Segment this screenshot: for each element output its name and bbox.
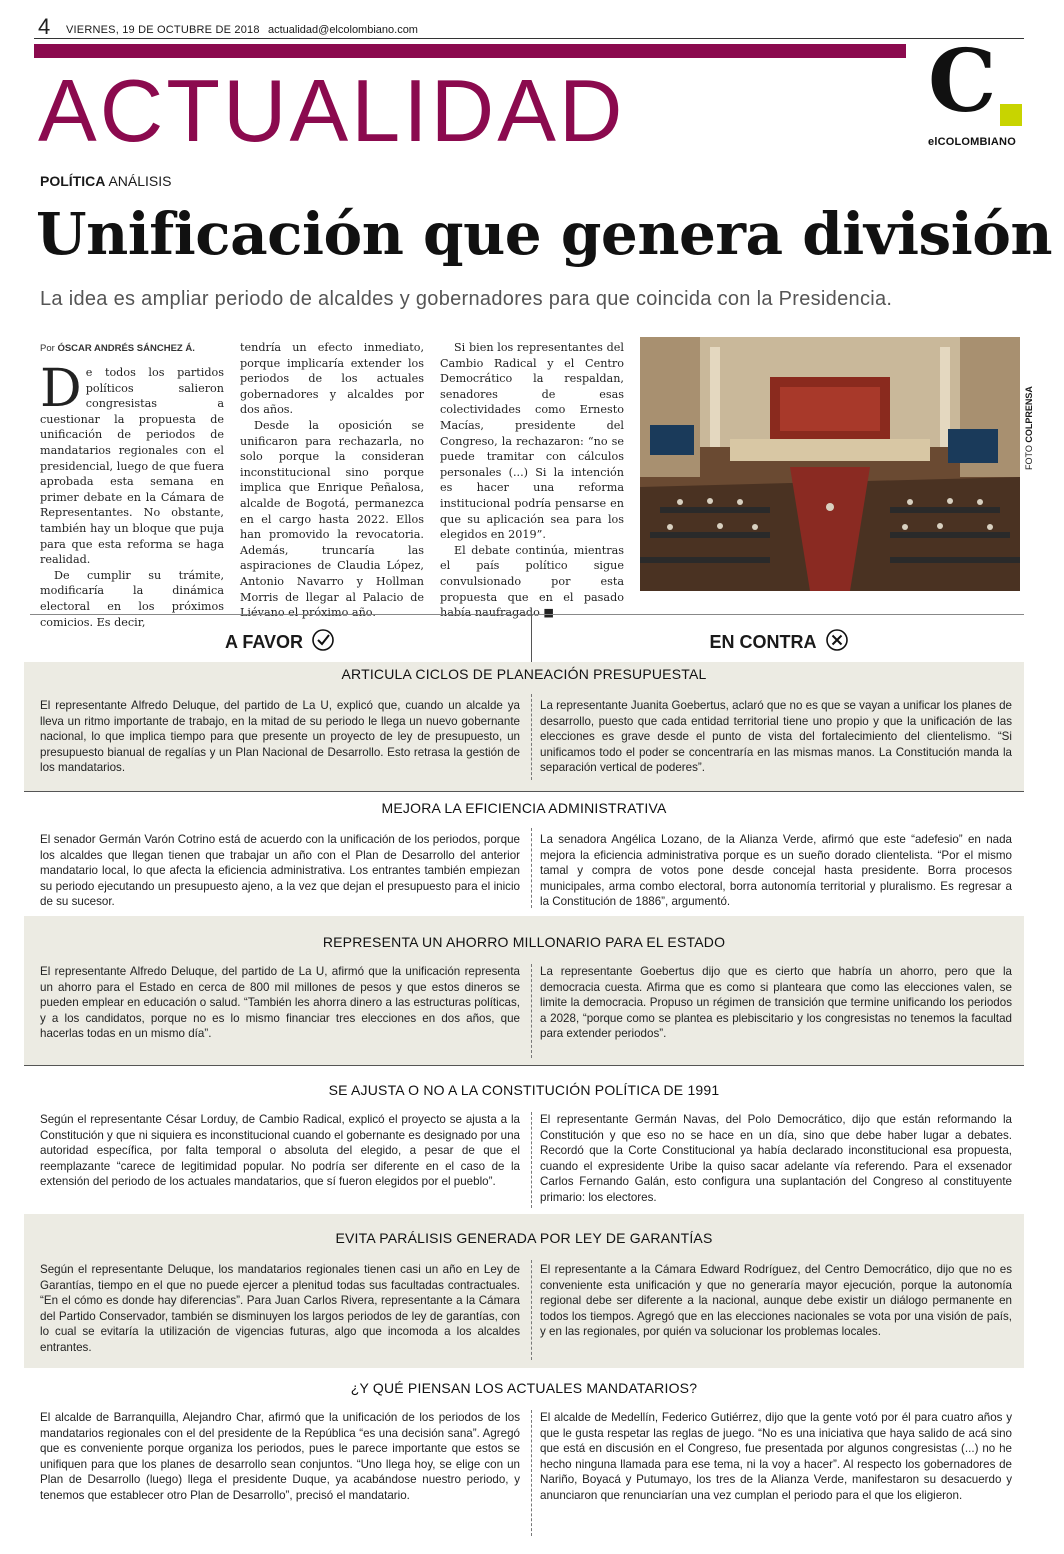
favor-argument: El senador Germán Varón Cotrino está de acuerdo con la unificación de los periodos, porque los alcaldes que llegan tienen que trabajar un año con el Plan de Desarrollo del anterior mandatario local, lo que afecta la eficiencia administrativa. Los entrantes también empiezan su periodo ejecutando un presupuesto ajeno, a la vez que dejan el presupuesto para el inicio de su sucesor.: [40, 833, 520, 909]
article-column-2: [240, 340, 424, 621]
photo-credit: [1024, 386, 1034, 470]
header-email[interactable]: actualidad@elcolombiano.com: [268, 24, 418, 36]
logo-dot: [1000, 104, 1022, 126]
x-circle-icon: [825, 628, 849, 657]
byline-prefix: Por: [40, 343, 55, 354]
column-paragraph: Si bien los representantes del Cambio Radical y el Centro Democrático la respaldan, senadores de esas colectividades como Ernesto Macías, presidente del Congreso, la rechazaron: “no se puede tramitar con cálculos personales (...) Si la intención es hacer una reforma institucional podría pensarse en que su aplicación sea para los elegidos en 2019”.: [440, 341, 624, 542]
byline-author: ÓSCAR ANDRÉS SÁNCHEZ Á.: [57, 343, 195, 354]
kicker-category: POLÍTICA: [40, 173, 106, 189]
favor-header: [30, 622, 530, 662]
debate-column-separator: [531, 1410, 532, 1536]
favor-label: A FAVOR: [224, 631, 303, 652]
debate-section: [24, 916, 1024, 1066]
kicker-type: ANÁLISIS: [108, 173, 172, 189]
contra-argument: La representante Goebertus dijo que es cierto que habría un ahorro, pero que la democracia cuesta. Afirma que es como si planteara que como las elecciones valen, se limite la democracia. Propuso un régimen de transición que termine unificando los periodos a 2028, “porque como se plantea es plebiscitario y los congresistas no tenemos la facultad para extender periodos”.: [540, 965, 1012, 1041]
contra-argument: El representante a la Cámara Edward Rodríguez, del Centro Democrático, dijo que no es conveniente esta unificación y que no generaría mayor ejecución, porque la autonomía regional debe ser diferente a la nacional, aunque debe existir un diálogo permanente en todos los tiempos. Agregó que en las elecciones nacionales se vota por una visión de país, y en las regionales, por quién va solucionar los problemas locales.: [540, 1263, 1012, 1339]
section-color-bar: [34, 44, 906, 58]
column-paragraph: De cumplir su trámite, modificaría la dinámica electoral en los próximos comicios. Es decir,: [40, 568, 224, 629]
contra-label: EN CONTRA: [709, 631, 817, 652]
check-circle-icon: [311, 628, 335, 657]
article-kicker: [40, 173, 172, 189]
favor-argument: El alcalde de Barranquilla, Alejandro Char, afirmó que la unificación de los periodos de los mandatarios regionales con el del presidente de la República “es una decisión sana”. Agregó que es conveniente porque organiza los periodos, pues le parece importante que estos se unifiquen para que los planes de desarrollo sean conjuntos. “Uno llega hoy, se elige con un Plan de Desarrollo (luego) llega el presidente Duque, ya acabándose nuestro periodo, y tenemos que establecer otro Plan de Desarrollo”, precisó el mandatario.: [40, 1411, 520, 1502]
page-number: 4: [38, 14, 51, 39]
debate-section: [24, 1066, 1024, 1214]
favor-argument: Según el representante Deluque, los mandatarios regionales tienen casi un año en Ley de Garantías, tiempo en el que no puede ejercer a plenitud todas sus facultadas contractuales. “En el cómo es donde hay diferencias”. Para Juan Carlos Rivera, representante a la Cámara del Partido Conservador, también se disminuyen los largos periodos de ley de garantías, con lo cual se evitaría la utilización de vigencias futuras, algo que incomoda a los alcaldes entrantes.: [40, 1263, 520, 1354]
column-paragraph: Desde la oposición se unificaron para rechazarla, no solo porque la consideran inconstitucional sino porque implica que Enrique Peñalosa, alcalde de Bogotá, permanezca en el cargo hasta 2022. Ellos han promovido la revocatoria. Además, truncaría las aspiraciones de Claudia López, Antonio Navarro y Hollman Morris de llegar al Palacio de Liévano el próximo año.: [240, 418, 424, 620]
favor-argument: Según el representante César Lorduy, de Cambio Radical, explicó el proyecto se ajusta a la Constitución y que ni siquiera es inconstitucional cuando el gobernante es designado por una autoridad específica, por falta temporal o absoluta del elegido, a pesar de que el reemplazante “carece de legitimidad popular. No podría ser diferente en el caso de la extensión del periodo de los actuales mandatarios, que sí fueron elegidos por el pueblo”.: [40, 1113, 520, 1189]
column-paragraph: El debate continúa, mientras el país político sigue convulsionado por esta propuesta que en el pasado había naufragado ■: [440, 543, 624, 620]
congress-chamber-photo: [640, 337, 1020, 591]
debate-header-separator: [531, 614, 532, 662]
debate-section-title: MEJORA LA EFICIENCIA ADMINISTRATIVA: [381, 800, 667, 816]
favor-argument: El representante Alfredo Deluque, del partido de La U, explicó que, cuando un alcalde ya lleva un ritmo importante de trabajo, en la mitad de su periodo le llega un nuevo gobernante nacional, lo que implica tiempo para que presente un proyecto de ley de presupuesto, un presupuesto bianual de regalías y un Plan Nacional de Desarrollo. Esto retrasa la gestión de los mandatarios.: [40, 699, 520, 775]
debate-section: [24, 662, 1024, 792]
column-paragraph: tendría un efecto inmediato, porque implicaría extender los periodos de los actuales gobernadores y alcaldes por dos años.: [240, 341, 424, 417]
chamber-illustration: [640, 337, 1020, 591]
section-title: ACTUALIDAD: [38, 61, 626, 160]
debate-column-separator: [531, 694, 532, 780]
article-headline: Unificación que genera división: [36, 200, 1053, 268]
contra-header: [534, 622, 1024, 662]
debate-section: [24, 792, 1024, 916]
debate-section-title: REPRESENTA UN AHORRO MILLONARIO PARA EL ESTADO: [322, 934, 726, 950]
logo-letter: C: [928, 31, 997, 132]
article-byline: [40, 343, 195, 354]
contra-argument: La representante Juanita Goebertus, aclaró que no es que se vayan a unificar los planes de desarrollo, puesto que cada entidad territorial tiene uno propio y que la unificación de las elecciones es grave desde el punto de vista del fortalecimiento del clientelismo. “Si unificamos todo el poder se concentraría en las mismas manos. La Constitución manda la separación vertical de poderes”.: [540, 699, 1012, 775]
logo-name: elCOLOMBIANO: [928, 136, 1016, 148]
header-date: VIERNES, 19 DE OCTUBRE DE 2018: [66, 24, 260, 36]
debate-column-separator: [531, 828, 532, 908]
article-column-1: [40, 359, 224, 630]
debate-column-separator: [531, 1112, 532, 1208]
column-paragraph: De todos los partidos políticos salieron congresistas a cuestionar la propuesta de unificación de periodos de mandatarios regionales con el presidencial, luego de que fuera aprobada esta semana en primer debate en la Cámara de Representantes. No obstante, también hay un bloque que puja para que esta reforma se haga realidad.: [40, 359, 224, 567]
debate-column-separator: [531, 964, 532, 1058]
debate-section: [24, 1214, 1024, 1368]
debate-column-separator: [531, 1260, 532, 1360]
debate-section-title: EVITA PARÁLISIS GENERADA POR LEY DE GARANTÍAS: [335, 1230, 713, 1246]
photo-credit-label: FOTO: [1024, 445, 1034, 470]
article-column-3: [440, 340, 624, 621]
article-deck: La idea es ampliar periodo de alcaldes y gobernadores para que coincida con la Presidencia.: [40, 288, 893, 310]
contra-argument: El alcalde de Medellín, Federico Gutiérrez, dijo que la gente votó por él para cuatro años y que le gusta respetar las reglas de juego. “No es una iniciativa que haya salido de acá sino que está en discusión en el Congreso, fue presentada por algunos congresistas (...) no he hecho ninguna llamada para ese tema, ni la voy a hacer”. Al respecto los gobernadores de Nariño, Boyacá y Putumayo, los tres de la Alianza Verde, manifestaron su desacuerdo y anunciaron que renunciarían una vez cumplan el periodo para el que los eligieron.: [540, 1411, 1012, 1502]
debate-section-title: ¿Y QUÉ PIENSAN LOS ACTUALES MANDATARIOS?: [350, 1380, 698, 1396]
debate-section-title: ARTICULA CICLOS DE PLANEACIÓN PRESUPUESTAL: [341, 666, 707, 682]
favor-argument: El representante Alfredo Deluque, del partido de La U, afirmó que la unificación representa un ahorro para el Estado en cerca de 800 mil millones de pesos y que estos dineros se pueden emplear en educación o salud. “También les ahorra dinero a las estructuras políticas, y a los candidatos, porque no es lo mismo financiar tres elecciones en dos años, que hacerlas todas en un mismo día”.: [40, 965, 520, 1041]
debate-section-title: SE AJUSTA O NO A LA CONSTITUCIÓN POLÍTICA DE 1991: [328, 1082, 720, 1098]
debate-section: [24, 1368, 1024, 1544]
contra-argument: La senadora Angélica Lozano, de la Alianza Verde, afirmó que este “adefesio” en nada mejora la eficiencia administrativa porque es un sueño dorado clientelista. “Por el mismo tamal y compra de votos pone desde concejal hasta presidente. Borra procesos municipales, arma combo electoral, borra autonomía territorial y pluralismo. Es regresar a la Constitución de 1886”, argumentó.: [540, 833, 1012, 909]
newspaper-logo[interactable]: [920, 31, 1032, 150]
header-rule: [34, 38, 1024, 39]
photo-credit-source: COLPRENSA: [1024, 386, 1034, 443]
drop-cap: D: [40, 359, 82, 419]
contra-argument: El representante Germán Navas, del Polo Democrático, dijo que están reformando la Constitución y que eso no se hace en un día, sino que debe haber lugar a debates. Recordó que la Corte Constitucional ya había declarado inconstitucional esa propuesta, cuando el expresidente Uribe la quiso sacar adelante vía referendo. Para el exsenador Carlos Fernando Galán, esto configura una suplantación del Congreso al constituyente primario: los electores.: [540, 1113, 1012, 1204]
debate-top-rule: [30, 614, 1024, 615]
